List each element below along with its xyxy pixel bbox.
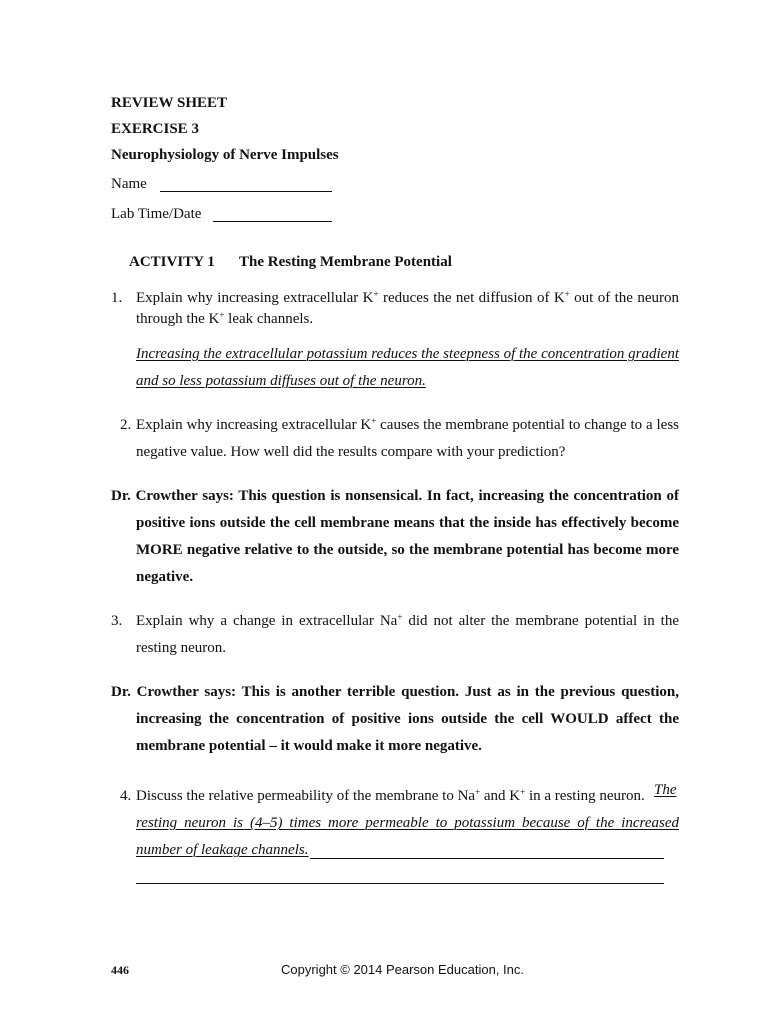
instructor-comment-1-line-1: Dr. Crowther says: This question is nonsensical. In fact, increasing the concentration of <box>111 488 679 504</box>
instructor-comment-1-line-2: positive ions outside the cell membrane means that the inside has effectively become <box>136 515 679 531</box>
instructor-comment-1-line-4: negative. <box>136 569 194 585</box>
question-1-number: 1. <box>111 290 123 306</box>
name-label: Name <box>111 176 147 192</box>
page-number: 446 <box>111 963 129 977</box>
question-2-line-1: Explain why increasing extracellular K+ causes the membrane potential to change to a less <box>136 416 679 433</box>
instructor-comment-1-line-3: MORE negative relative to the outside, so the membrane potential has become more <box>136 542 679 558</box>
question-3-line-1: Explain why a change in extracellular Na+ did not alter the membrane potential in the <box>136 612 679 629</box>
answer-4-line-3[interactable]: number of leakage channels. <box>136 842 309 858</box>
name-field[interactable] <box>160 191 332 192</box>
instructor-comment-2-line-1: Dr. Crowther says: This is another terrible question. Just as in the previous question, <box>111 684 679 700</box>
exercise-subtitle: Neurophysiology of Nerve Impulses <box>111 147 339 163</box>
answer-4-line-4-blank[interactable] <box>136 883 664 884</box>
answer-1-line-1[interactable]: Increasing the extracellular potassium reduces the steepness of the concentration gradient <box>136 346 679 362</box>
question-1-line-2: through the K+ leak channels. <box>136 310 314 327</box>
activity-label: ACTIVITY 1 <box>129 254 215 270</box>
question-2-number: 2. <box>120 417 132 433</box>
question-2-line-2: negative value. How well did the results compare with your prediction? <box>136 444 566 460</box>
answer-4-line-2[interactable]: resting neuron is (4–5) times more permeable to potassium because of the increased <box>136 815 679 831</box>
lab-time-label: Lab Time/Date <box>111 206 202 222</box>
answer-1-line-2[interactable]: and so less potassium diffuses out of the neuron. <box>136 373 426 389</box>
instructor-comment-2-line-2: increasing the concentration of positive ions outside the cell WOULD affect the <box>136 711 679 727</box>
question-3-number: 3. <box>111 613 123 629</box>
review-sheet-title: REVIEW SHEET <box>111 95 228 111</box>
question-3-line-2: resting neuron. <box>136 640 226 656</box>
question-4-line-1: Discuss the relative permeability of the membrane to Na+ and K+ in a resting neuron. <box>136 787 645 804</box>
activity-title: The Resting Membrane Potential <box>239 254 452 270</box>
question-4-number: 4. <box>120 788 132 804</box>
exercise-label: EXERCISE 3 <box>111 121 199 137</box>
question-1-line-1: Explain why increasing extracellular K+ reduces the net diffusion of K+ out of the neuron <box>136 289 679 306</box>
lab-time-field[interactable] <box>213 221 332 222</box>
copyright-notice: Copyright © 2014 Pearson Education, Inc. <box>281 962 525 977</box>
answer-4-line-3-blank[interactable] <box>310 858 664 859</box>
answer-4-start[interactable]: The <box>654 782 677 798</box>
instructor-comment-2-line-3: membrane potential – it would make it more negative. <box>136 738 482 754</box>
